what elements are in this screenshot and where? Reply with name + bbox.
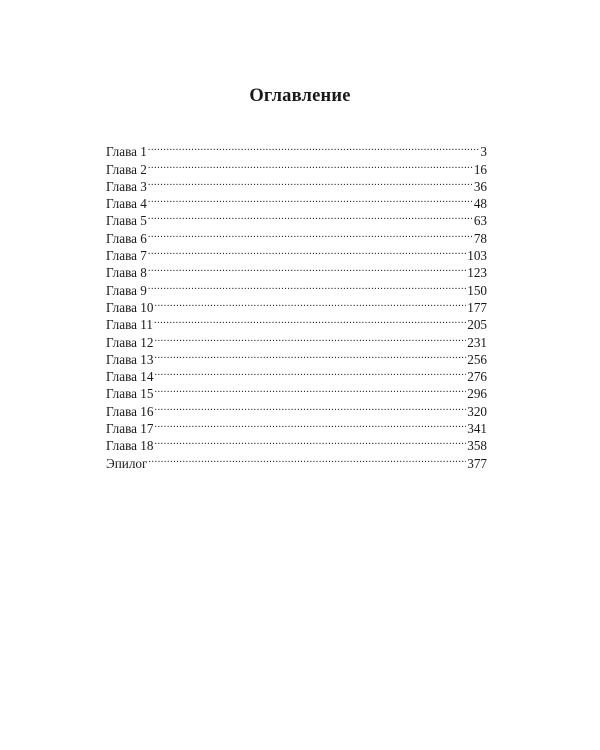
- toc-entry-page: 377: [467, 455, 487, 471]
- toc-entry[interactable]: [106, 312, 487, 333]
- toc-entry-label: Глава 13: [106, 351, 154, 367]
- toc-entry-page: 123: [467, 265, 487, 281]
- toc-dot-leader: [148, 450, 466, 467]
- toc-dot-leader: [148, 243, 466, 260]
- toc-dot-leader: [148, 139, 480, 156]
- toc-entry[interactable]: [106, 398, 487, 419]
- toc-entry-page: 296: [467, 386, 487, 402]
- toc-dot-leader: [154, 312, 466, 329]
- toc-entry-page: 103: [467, 248, 487, 264]
- toc-entry-page: 48: [473, 196, 487, 212]
- toc-entry-label: Глава 4: [106, 196, 147, 212]
- toc-entry[interactable]: [106, 295, 487, 315]
- toc-entry-label: Глава 14: [106, 369, 154, 385]
- toc-dot-leader: [148, 225, 473, 242]
- toc-dot-leader: [154, 329, 466, 346]
- toc-entry-label: Глава 18: [106, 438, 154, 454]
- toc-entry[interactable]: [106, 174, 487, 194]
- toc-entry[interactable]: [106, 243, 487, 264]
- toc-entry-page: 78: [473, 230, 487, 246]
- toc-dot-leader: [154, 381, 466, 398]
- toc-entry[interactable]: [106, 416, 487, 437]
- toc-dot-leader: [154, 433, 466, 450]
- toc-dot-leader: [148, 260, 466, 277]
- toc-entry-label: Глава 1: [106, 144, 147, 160]
- toc-entry[interactable]: [106, 329, 487, 350]
- toc-entry[interactable]: [106, 347, 487, 367]
- toc-entry[interactable]: [106, 450, 487, 471]
- toc-entry-page: 276: [467, 369, 487, 385]
- toc-dot-leader: [148, 174, 473, 191]
- toc-entry-label: Эпилог: [106, 455, 148, 471]
- toc-entry[interactable]: [106, 260, 487, 281]
- toc-entry[interactable]: [106, 225, 487, 246]
- toc-dot-leader: [154, 398, 466, 415]
- toc-entry-label: Глава 8: [106, 265, 147, 281]
- toc-entry-label: Глава 5: [106, 213, 147, 229]
- toc-entry[interactable]: [106, 433, 487, 454]
- page-title: Оглавление: [249, 86, 351, 106]
- toc-entry-page: 205: [467, 317, 487, 333]
- toc-dot-leader: [148, 191, 473, 208]
- toc-entry-label: Глава 17: [106, 421, 154, 437]
- toc-dot-leader: [148, 208, 473, 225]
- toc-entry[interactable]: [106, 156, 487, 177]
- toc-entry[interactable]: [106, 191, 487, 212]
- toc-dot-leader: [154, 364, 466, 381]
- toc-entry[interactable]: [106, 364, 487, 385]
- toc-entry-label: Глава 9: [106, 282, 147, 298]
- toc-entry-page: 231: [467, 334, 487, 350]
- toc-entry-label: Глава 6: [106, 230, 147, 246]
- toc-dot-leader: [154, 416, 466, 433]
- toc-entry-label: Глава 16: [106, 403, 154, 419]
- toc-entry[interactable]: [106, 381, 487, 402]
- toc-entry[interactable]: [106, 139, 487, 160]
- toc-dot-leader: [148, 156, 473, 173]
- table-of-contents: [106, 139, 487, 471]
- toc-entry-page: 177: [467, 299, 487, 315]
- toc-entry-label: Глава 7: [106, 248, 147, 264]
- toc-entry-label: Глава 10: [106, 299, 154, 315]
- toc-entry-page: 63: [473, 213, 487, 229]
- toc-entry-page: 320: [467, 403, 487, 419]
- toc-entry-page: 256: [467, 351, 487, 367]
- toc-dot-leader: [154, 347, 466, 364]
- toc-entry[interactable]: [106, 277, 487, 298]
- toc-dot-leader: [154, 295, 466, 312]
- toc-entry-label: Глава 12: [106, 334, 154, 350]
- toc-entry-label: Глава 2: [106, 161, 147, 177]
- toc-entry-page: 150: [467, 282, 487, 298]
- toc-entry-page: 3: [480, 144, 487, 160]
- toc-entry-page: 16: [473, 161, 487, 177]
- toc-entry-label: Глава 11: [106, 317, 153, 333]
- toc-entry-label: Глава 3: [106, 178, 147, 194]
- toc-dot-leader: [148, 277, 466, 294]
- toc-entry-page: 36: [473, 178, 487, 194]
- toc-entry-page: 341: [467, 421, 487, 437]
- toc-entry-label: Глава 15: [106, 386, 154, 402]
- toc-entry[interactable]: [106, 208, 487, 229]
- toc-entry-page: 358: [467, 438, 487, 454]
